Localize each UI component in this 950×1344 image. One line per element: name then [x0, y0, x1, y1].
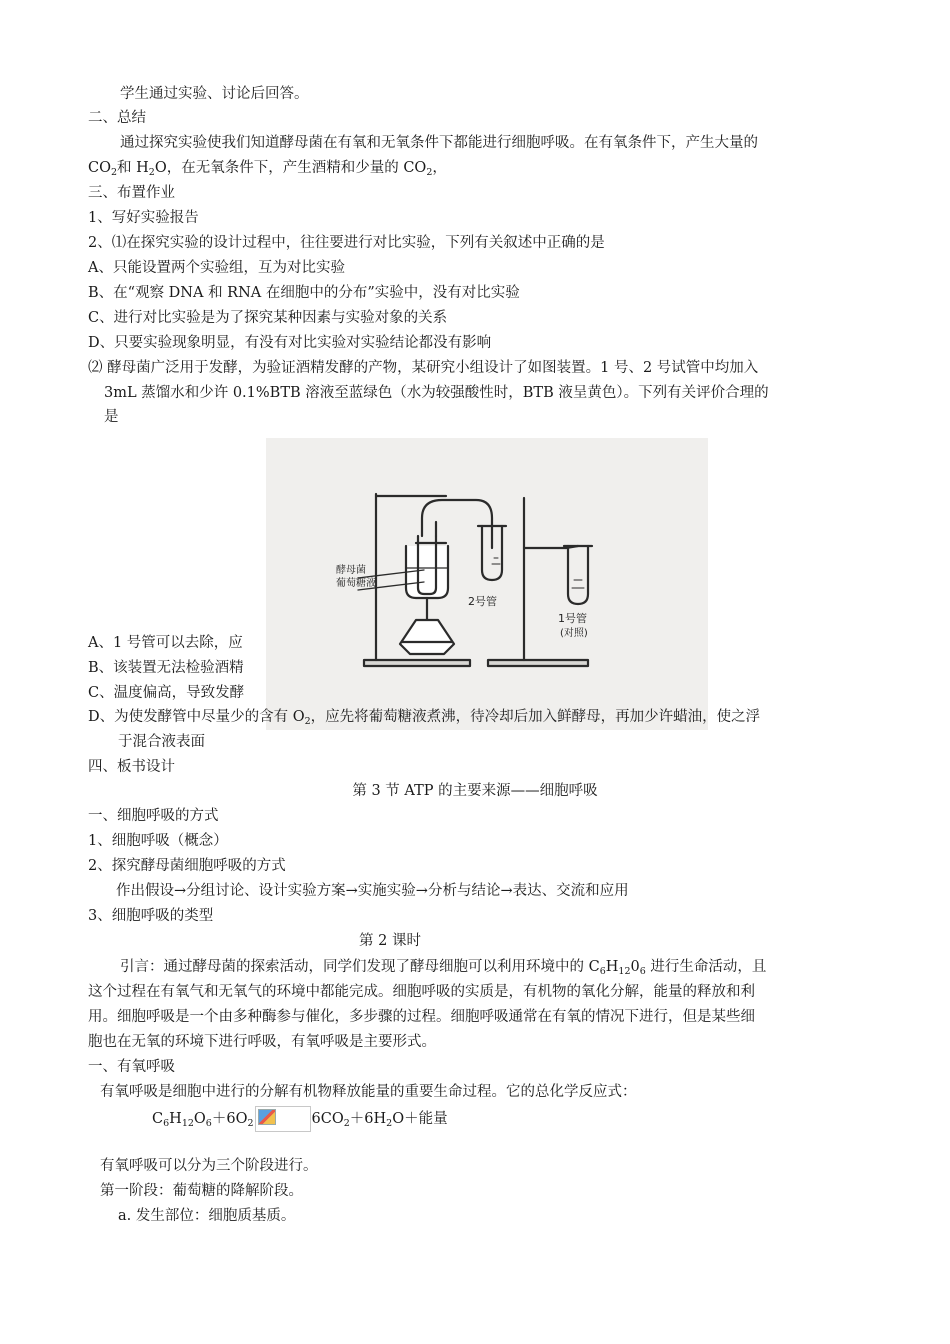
experiment-apparatus-figure — [266, 438, 708, 730]
text-line: 有氧呼吸是细胞中进行的分解有机物释放能量的重要生命过程。它的总化学反应式： — [100, 1084, 637, 1100]
text-line: 1、细胞呼吸（概念） — [88, 833, 228, 849]
option-c: C、进行对比实验是为了探究某种因素与实验对象的关系 — [88, 310, 448, 326]
section-heading-summary: 二、总结 — [88, 110, 146, 126]
label-tube-2: 2号管 — [468, 595, 497, 608]
option-d: D、为使发酵管中尽量少的含有 $O_2$，应先将葡萄糖液煮沸，待冷却后加入鲜酵母，再加少许蜡油，使之浮 — [88, 709, 761, 727]
label-glucose: 葡萄糖液 — [336, 578, 376, 589]
option-c: C、温度偏高，导致发酵 — [88, 685, 245, 701]
label-yeast: 酵母菌 — [336, 565, 366, 576]
option-d-cont: 于混合液表面 — [118, 734, 205, 750]
intro-line: 用。细胞呼吸是一个由多种酶参与催化，多步骤的过程。细胞呼吸通常在有氧的情况下进行，但是某些细 — [88, 1009, 755, 1025]
label-control: (对照) — [560, 628, 588, 639]
lesson-title: 第 2 课时 — [359, 933, 421, 949]
apparatus-drawing — [266, 438, 708, 730]
question-2-cont: 是 — [104, 409, 119, 425]
section-heading-board: 四、板书设计 — [88, 759, 175, 775]
text-line: 1、写好实验报告 — [88, 210, 199, 226]
text-line: 一、细胞呼吸的方式 — [88, 808, 219, 824]
intro-line: 这个过程在有氧气和无氧气的环境中都能完成。细胞呼吸的实质是，有机物的氧化分解，能量的释放和利 — [88, 984, 755, 1000]
text-line: 有氧呼吸可以分为三个阶段进行。 — [100, 1158, 318, 1174]
question-2-cont: 3mL 蒸馏水和少许 0.1%BTB 溶液至蓝绿色（水为较强酸性时，BTB 液呈黄色）。下列有关评价合理的 — [104, 385, 769, 401]
option-b: B、该装置无法检验酒精 — [88, 660, 244, 676]
text-line: $CO_2$和 $H_2O$，在无氧条件下，产生酒精和少量的 $CO_2$， — [88, 160, 447, 178]
option-b: B、在“观察 DNA 和 RNA 在细胞中的分布”实验中，没有对比实验 — [88, 285, 520, 301]
reaction-equation: $C_6H_{12}O_6+6O_2$ $6CO_2+6H_2O+$能量 — [152, 1106, 448, 1132]
text-line: 通过探究实验使我们知道酵母菌在有氧和无氧条件下都能进行细胞呼吸。在有氧条件下，产生大量的 — [120, 135, 758, 151]
text-line: 3、细胞呼吸的类型 — [88, 908, 214, 924]
intro-line: 胞也在无氧的环境下进行呼吸，有氧呼吸是主要形式。 — [88, 1034, 436, 1050]
text-line: 第一阶段：葡萄糖的降解阶段。 — [100, 1183, 303, 1199]
intro-line: 引言：通过酵母菌的探索活动，同学们发现了酵母细胞可以利用环境中的 $C_6H_{12}0_6$ 进行生命活动，且 — [120, 959, 767, 977]
text-line: 作出假设→分组讨论、设计实验方案→实施实验→分析与结论→表达、交流和应用 — [116, 883, 629, 899]
section-heading-aerobic: 一、有氧呼吸 — [88, 1059, 175, 1075]
question-2: ⑵ 酵母菌广泛用于发酵，为验证酒精发酵的产物，某研究小组设计了如图装置。1 号、2 号试管中均加入 — [88, 360, 759, 376]
question-1: 2、⑴在探究实验的设计过程中，往往要进行对比实验，下列有关叙述中正确的是 — [88, 235, 605, 251]
option-a: A、只能设置两个实验组，互为对比实验 — [88, 260, 345, 276]
broken-image-icon — [255, 1106, 311, 1132]
board-title: 第 3 节 ATP 的主要来源——细胞呼吸 — [352, 783, 598, 799]
text-line: 2、探究酵母菌细胞呼吸的方式 — [88, 858, 286, 874]
section-heading-homework: 三、布置作业 — [88, 185, 175, 201]
text-line: a. 发生部位：细胞质基质。 — [118, 1208, 296, 1224]
option-d: D、只要实验现象明显，有没有对比实验对实验结论都没有影响 — [88, 335, 492, 351]
text-line: 学生通过实验、讨论后回答。 — [120, 86, 309, 102]
label-tube-1: 1号管 — [558, 612, 587, 625]
option-a: A、1 号管可以去除，应 — [88, 635, 243, 651]
